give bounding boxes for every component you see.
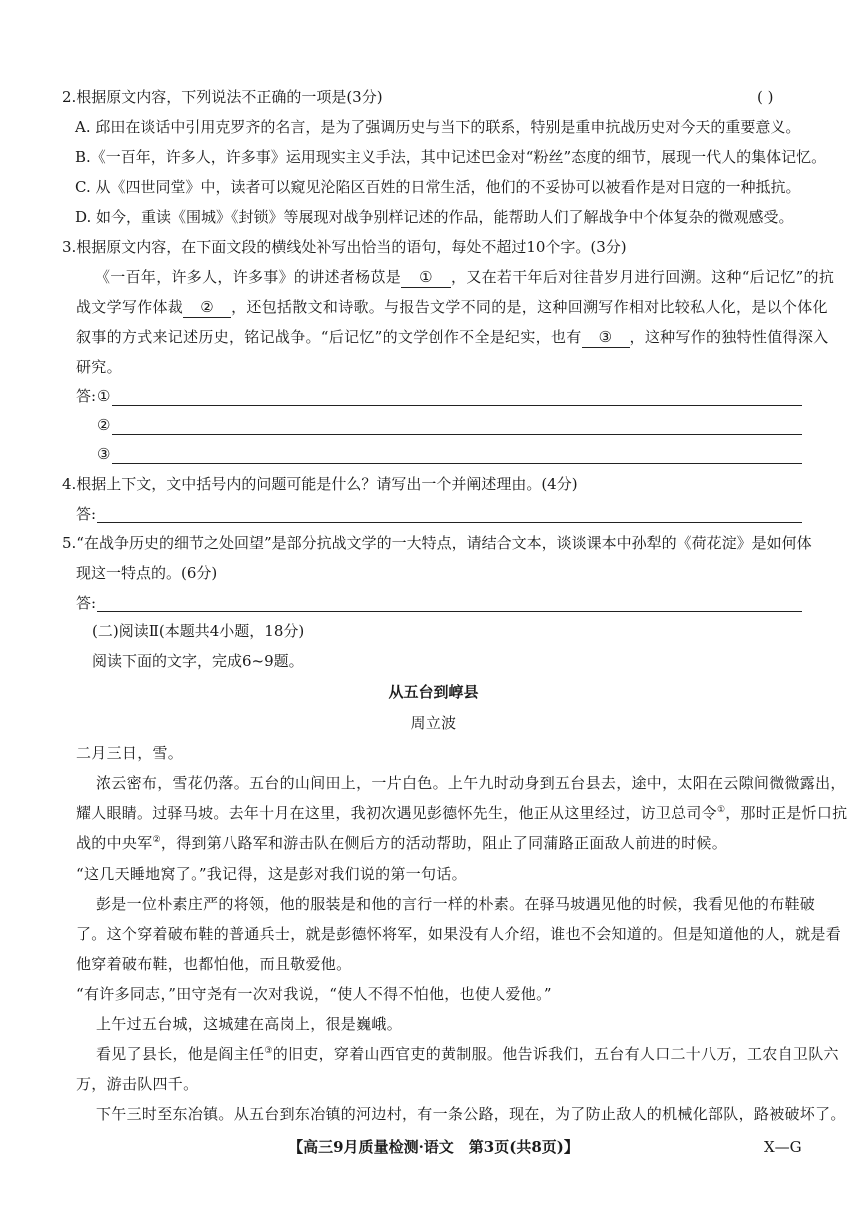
q5-answer-label: 答: — [76, 594, 97, 612]
article-p3-line-3: 他穿着破布鞋，也都怕他，而且敬爱他。 — [76, 955, 352, 973]
article-text: 战的中央军 — [76, 834, 153, 852]
paper-code: X—G — [764, 1138, 802, 1156]
article-p3-line-2: 了。这个穿着破布鞋的普通兵士，就是彭德怀将军，如果没有人介绍，谁也不会知道的。但是知道他的人，就是看 — [76, 925, 842, 943]
page-footer: 【高三9月质量检测·语文 第3页(共8页)】 — [288, 1138, 579, 1156]
q3-passage-line-3 — [76, 327, 828, 348]
article-p4: “有许多同志，”田守尧有一次对我说，“使人不得不怕他，也使人爱他。” — [76, 985, 552, 1003]
q3-blank-1: ① — [401, 267, 451, 288]
article-p7: 下午三时至东冶镇。从五台到东冶镇的河边村，有一条公路，现在，为了防止敌人的机械化部队，路被破坏了。 — [96, 1105, 846, 1123]
q3-blank-2: ② — [183, 297, 231, 318]
q2-option-c: C. 从《四世同堂》中，读者可以窥见沦陷区百姓的日常生活，他们的不妥协可以被看作是对日寇的一种抵抗。 — [75, 178, 801, 196]
q3-answer-marker-1: ① — [97, 387, 111, 405]
q3-passage-line-2 — [76, 297, 828, 318]
article-text: 耀人眼睛。过驿马坡。去年十月在这里，我初次遇见彭德怀先生，他正从这里经过，访卫总司令 — [76, 804, 717, 822]
q3-passage-text: ，这种写作的独特性值得深入 — [629, 328, 829, 346]
article-p5: 上午过五台城，这城建在高岗上，很是巍峨。 — [96, 1015, 403, 1033]
article-date: 二月三日，雪。 — [76, 744, 184, 762]
q3-answer-marker-2: ② — [97, 416, 111, 434]
article-p1-line-2 — [76, 803, 847, 823]
article-text: 看见了县长，他是阎主任 — [96, 1045, 265, 1063]
article-text: 的旧吏，穿着山西官吏的黄制服。他告诉我们，五台有人口二十八万，工农自卫队六 — [272, 1045, 839, 1063]
footnote-marker-3: ③ — [264, 1046, 273, 1056]
article-title: 从五台到崞县 — [388, 683, 479, 701]
q3-answer-line-3[interactable] — [112, 463, 802, 464]
q2-option-b: B.《一百年，许多人，许多事》运用现实主义手法，其中记述巴金对“粉丝”态度的细节，展现一代人的集体记忆。 — [75, 148, 827, 166]
article-p1-line-3 — [76, 833, 727, 853]
article-author: 周立波 — [410, 714, 457, 732]
q4-stem: 4.根据上下文，文中括号内的问题可能是什么？请写出一个并阐述理由。(4分) — [62, 475, 578, 493]
article-p3-line-1: 彭是一位朴素庄严的将领，他的服装是和他的言行一样的朴素。在驿马坡遇见他的时候，我看见他的布鞋破 — [96, 895, 816, 913]
article-p6-line-2: 万，游击队四千。 — [76, 1075, 199, 1093]
q3-answer-line-1[interactable] — [112, 405, 802, 406]
q3-answer-line-2[interactable] — [112, 434, 802, 435]
q3-passage-line-4: 研究。 — [76, 358, 122, 376]
q5-stem-line-1: 5.“在战争历史的细节之处回望”是部分抗战文学的一大特点，请结合文本，谈谈课本中孙犁的《荷花淀》是如何体 — [62, 534, 812, 552]
q3-passage-text: ，又在若干年后对往昔岁月进行回溯。这种“后记忆”的抗 — [451, 268, 835, 286]
article-text: ，得到第八路军和游击队在侧后方的活动帮助，阻止了同蒲路正面敌人前进的时候。 — [160, 834, 727, 852]
q3-passage-text: 《一百年，许多人，许多事》的讲述者杨苡是 — [95, 268, 402, 286]
footnote-marker-2: ② — [152, 835, 161, 845]
q2-stem: 2.根据原文内容，下列说法不正确的一项是(3分) — [62, 88, 383, 106]
q5-stem-line-2: 现这一特点的。(6分) — [76, 564, 218, 582]
q3-blank-3: ③ — [582, 327, 630, 348]
q4-answer-line[interactable] — [97, 522, 802, 523]
article-p1-line-1: 浓云密布，雪花仍落。五台的山间田上，一片白色。上午九时动身到五台县去，途中，太阳在云隙间微微露出， — [96, 774, 846, 792]
footnote-marker-1: ① — [716, 805, 726, 815]
section-instruction: 阅读下面的文字，完成6~9题。 — [92, 652, 304, 670]
q3-stem: 3.根据原文内容，在下面文段的横线处补写出恰当的语句，每处不超过10个字。(3分) — [62, 238, 627, 256]
q3-passage-text: 战文学写作体裁 — [76, 298, 184, 316]
q2-answer-paren: ( ) — [757, 88, 774, 106]
article-p2: “这几天睡地窝了。”我记得，这是彭对我们说的第一句话。 — [76, 865, 467, 883]
q2-option-a: A. 邱田在谈话中引用克罗齐的名言，是为了强调历史与当下的联系，特别是重申抗战历史对今天的重要意义。 — [75, 118, 801, 136]
q3-passage-text: 叙事的方式来记述历史，铭记战争。“后记忆”的文学创作不全是纪实，也有 — [76, 328, 582, 346]
q5-answer-line[interactable] — [97, 611, 802, 612]
section-heading: (二)阅读Ⅱ(本题共4小题，18分) — [92, 622, 305, 640]
article-text: ，那时正是忻口抗 — [725, 804, 848, 822]
q2-option-d: D. 如今，重读《围城》《封锁》等展现对战争别样记述的作品，能帮助人们了解战争中个体复杂的微观感受。 — [75, 208, 794, 226]
article-p6-line-1 — [96, 1044, 839, 1064]
q3-answer-marker-3: ③ — [97, 445, 111, 463]
q4-answer-label: 答: — [76, 505, 97, 523]
q3-passage-text: ，还包括散文和诗歌。与报告文学不同的是，这种回溯写作相对比较私人化，是以个体化 — [231, 298, 828, 316]
q3-answer-label: 答: — [76, 387, 97, 405]
q3-passage-line-1 — [95, 267, 834, 288]
